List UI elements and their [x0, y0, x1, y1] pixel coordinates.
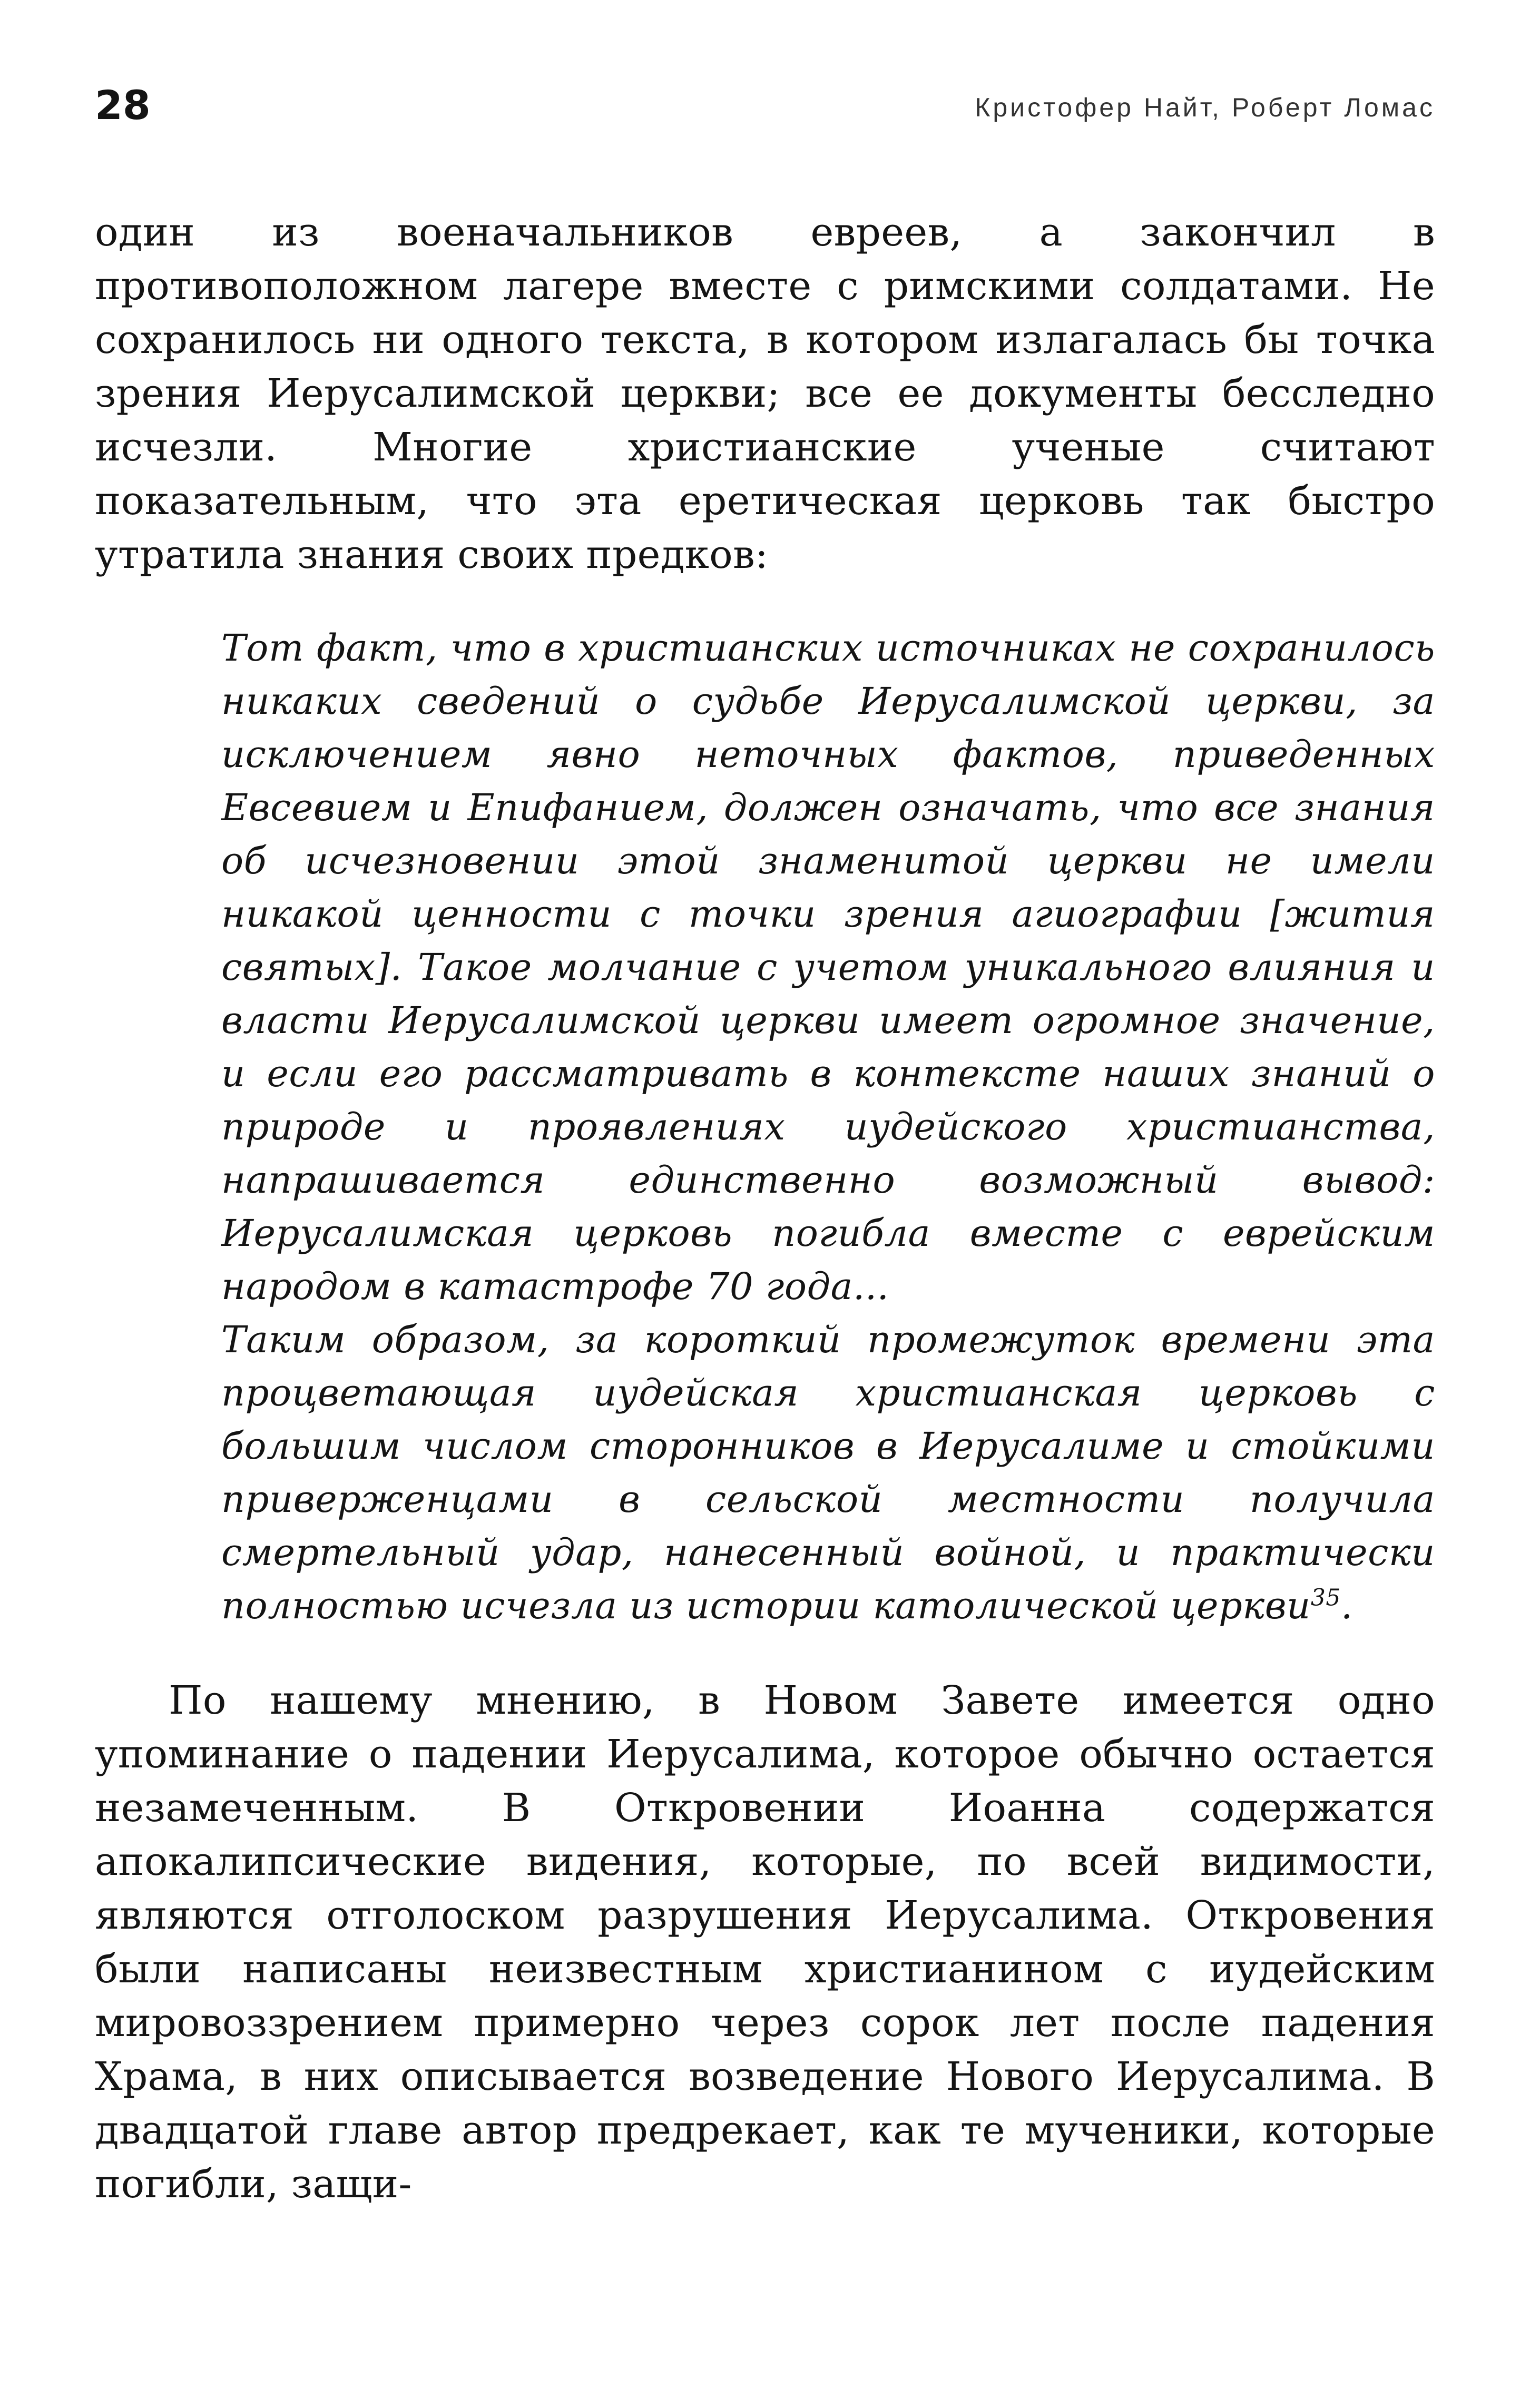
- footnote-reference[interactable]: 35: [1310, 1584, 1341, 1611]
- page-header: [95, 79, 1435, 142]
- quote-paragraph-2-text: Таким образом, за короткий промежуток времени эта процветающая иудейская христианская церковь с большим числом сторонников в Иерусалиме и стойкими приверженцами в сельской местности получила смертельный удар, нанесенный войной, и практически полностью исчезла из истории католической церкви: [221, 1318, 1435, 1627]
- block-quote: [221, 622, 1435, 1633]
- paragraph-continued: один из военачальников евреев, а закончил в противоположном лагере вместе с римскими солдатами. Не сохранилось ни одного текста, в котором излагалась бы точка зрения Иерусалимской церкви; все ее документы бесследно исчезли. Многие христианские ученые считают показательным, что эта еретическая церковь так быстро утратила знания своих предков:: [95, 210, 1435, 577]
- page-number: 28: [95, 82, 151, 129]
- quote-paragraph-2-end: .: [1341, 1584, 1353, 1627]
- paragraph-new: По нашему мнению, в Новом Завете имеется одно упоминание о падении Иерусалима, которое обычно остается незамеченным. В Откровении Иоанна содержатся апокалипсические видения, которые, по всей видимости, являются отголоском разрушения Иерусалима. Откровения были написаны неизвестным христианином с иудейским мировоззрением примерно через сорок лет после падения Храма, в них описывается возведение Нового Иерусалима. В двадцатой главе автор предрекает, как те мученики, которые погибли, защи-: [95, 1678, 1435, 2207]
- running-title: Кристофер Найт, Роберт Ломас: [975, 93, 1435, 122]
- body-text: [95, 205, 1435, 2211]
- quote-paragraph-2: [221, 1313, 1435, 1633]
- quote-paragraph-1: Тот факт, что в христианских источниках не сохранилось никаких сведений о судьбе Иерусалимской церкви, за исключением явно неточных фактов, приведенных Евсевием и Епифанием, должен означать, что все знания об исчезновении этой знаменитой церкви не имели никакой ценности с точки зрения агиографии [жития святых]. Такое молчание с учетом уникального влияния и власти Иерусалимской церкви имеет огромное значение, и если его рассматривать в контексте наших знаний о природе и проявлениях иудейского христианства, напрашивается единственно возможный вывод: Иерусалимская церковь погибла вместе с еврейским народом в катастрофе 70 года...: [221, 626, 1435, 1308]
